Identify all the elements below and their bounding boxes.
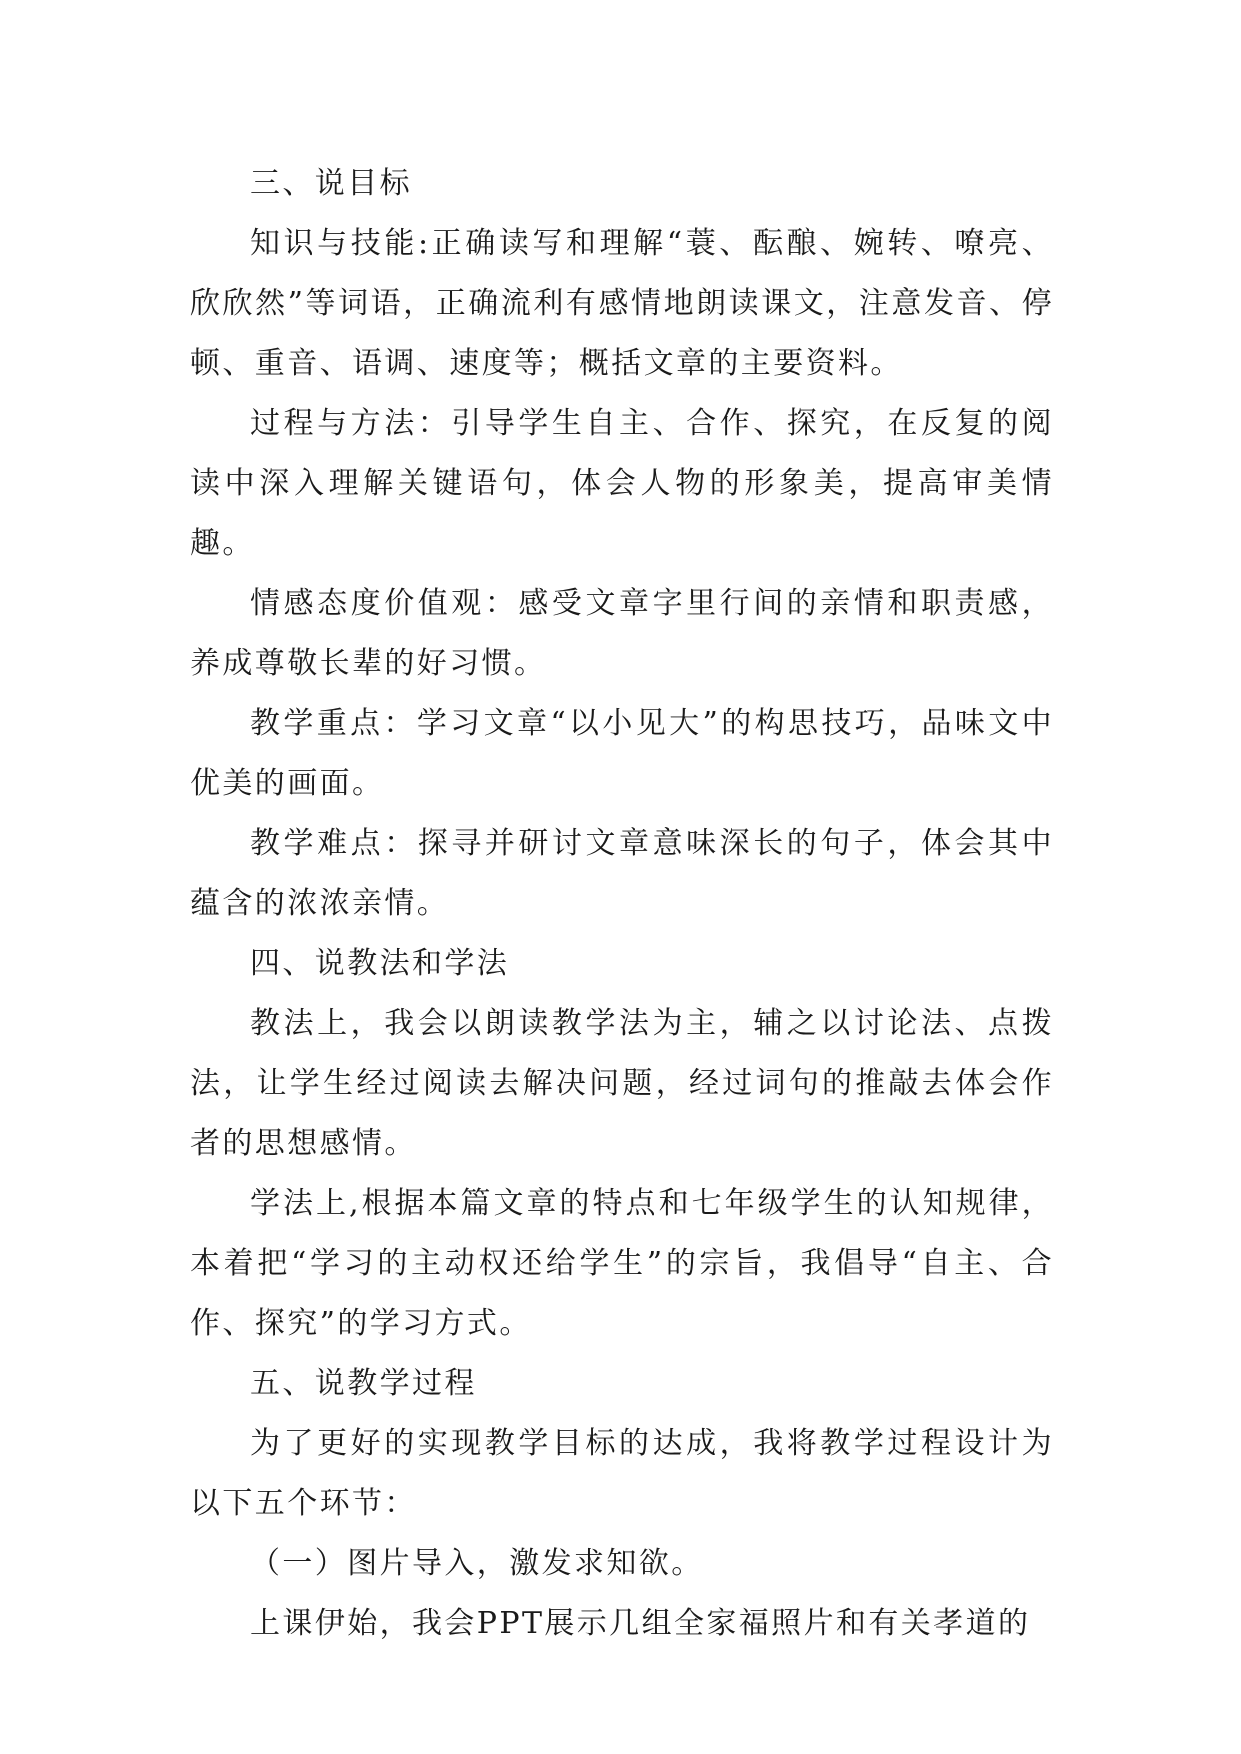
paragraph-teaching-difficulty: 教学难点：探寻并研讨文章意味深长的句子，体会其中蕴含的浓浓亲情。 [190, 826, 1054, 921]
paragraph-process-method: 过程与方法：引导学生自主、合作、探究，在反复的阅读中深入理解关键语句，体会人物的形象美，提高审美情趣。 [190, 406, 1054, 561]
paragraph-learning-method: 学法上,根据本篇文章的特点和七年级学生的认知规律，本着把“学习的主动权还给学生”的宗旨，我倡导“自主、合作、探究”的学习方式。 [190, 1186, 1054, 1341]
paragraph-knowledge-skills: 知识与技能:正确读写和理解“蓑、酝酿、婉转、嘹亮、欣欣然”等词语，正确流利有感情地朗读课文，注意发音、停顿、重音、语调、速度等；概括文章的主要资料。 [190, 226, 1054, 381]
heading-section-3: 三、说目标 [250, 166, 412, 201]
document-page [190, 154, 1054, 1654]
paragraph-emotion-values: 情感态度价值观：感受文章字里行间的亲情和职责感，养成尊敬长辈的好习惯。 [190, 586, 1054, 681]
paragraph-teaching-method: 教法上，我会以朗读教学法为主，辅之以讨论法、点拨法，让学生经过阅读去解决问题，经过词句的推敲去体会作者的思想感情。 [190, 1006, 1054, 1161]
heading-section-5: 五、说教学过程 [250, 1366, 477, 1401]
paragraph-step-1-body: 上课伊始，我会PPT展示几组全家福照片和有关孝道的 [250, 1606, 1031, 1641]
paragraph-process-intro: 为了更好的实现教学目标的达成，我将教学过程设计为以下五个环节： [190, 1426, 1054, 1521]
heading-section-4: 四、说教法和学法 [250, 946, 510, 981]
paragraph-teaching-focus: 教学重点：学习文章“以小见大”的构思技巧，品味文中优美的画面。 [190, 706, 1054, 801]
heading-step-1: （一）图片导入，激发求知欲。 [250, 1546, 704, 1581]
